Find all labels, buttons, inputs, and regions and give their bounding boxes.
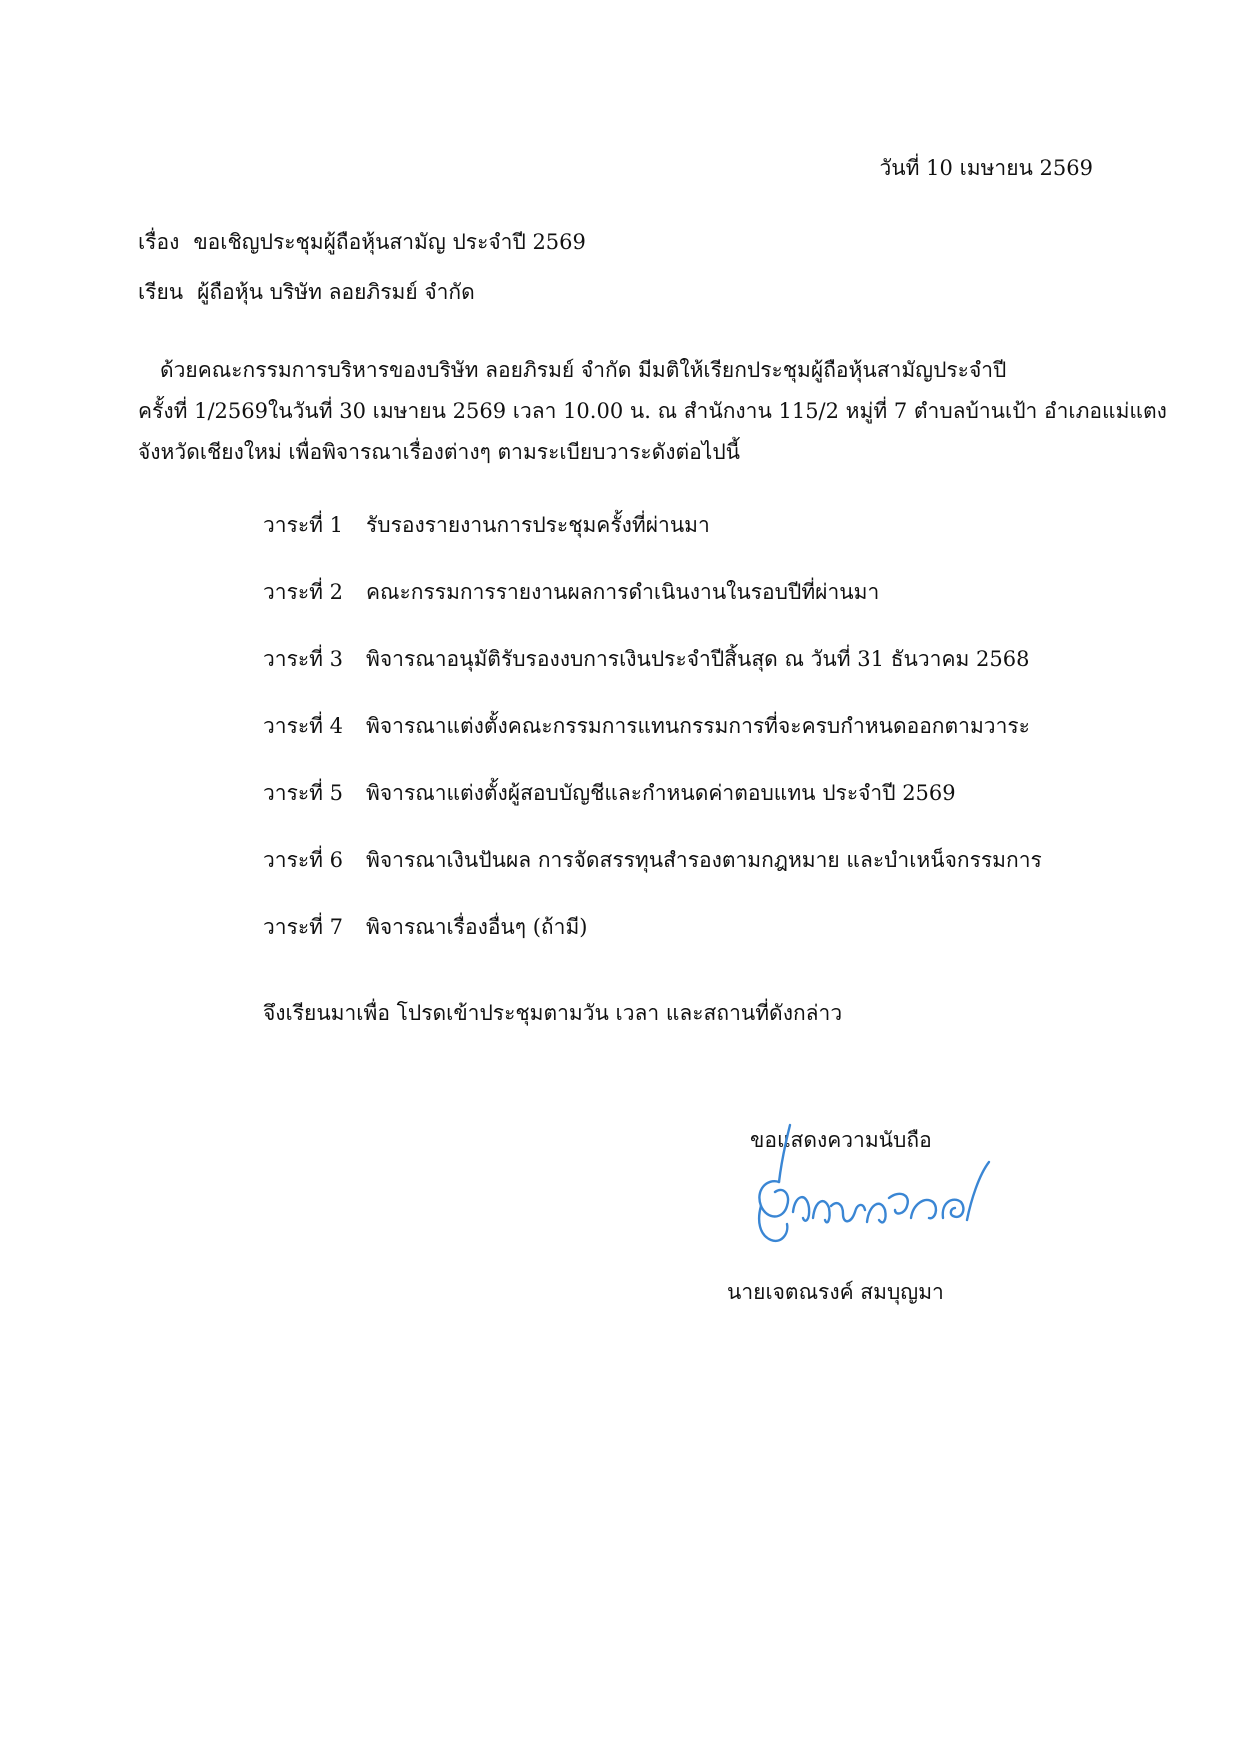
agenda-item <box>263 912 1042 979</box>
body-paragraph <box>138 350 1167 473</box>
agenda-number: วาระที่ 2 <box>263 580 344 604</box>
subject-label: เรื่อง <box>138 230 180 254</box>
subject-line <box>138 227 586 257</box>
agenda-number: วาระที่ 5 <box>263 781 344 805</box>
agenda-item <box>263 778 1042 845</box>
agenda-number: วาระที่ 1 <box>263 513 344 537</box>
agenda-item <box>263 711 1042 778</box>
letter-date: วันที่ 10 เมษายน 2569 <box>879 156 1093 180</box>
agenda-number: วาระที่ 3 <box>263 647 344 671</box>
agenda-text: พิจารณาอนุมัติรับรองงบการเงินประจำปีสิ้นสุด ณ วันที่ 31 ธันวาคม 2568 <box>366 647 1030 671</box>
body-line: จังหวัดเชียงใหม่ เพื่อพิจารณาเรื่องต่างๆ ตามระเบียบวาระดังต่อไปนี้ <box>138 440 741 464</box>
agenda-number: วาระที่ 6 <box>263 848 344 872</box>
recipient-label: เรียน <box>138 280 184 304</box>
agenda-text: รับรองรายงานการประชุมครั้งที่ผ่านมา <box>366 513 710 537</box>
body-line: ด้วยคณะกรรมการบริหารของบริษัท ลอยภิรมย์ จำกัด มีมติให้เรียกประชุมผู้ถือหุ้นสามัญประจำปี <box>160 358 1007 382</box>
recipient-text: ผู้ถือหุ้น บริษัท ลอยภิรมย์ จำกัด <box>197 280 475 304</box>
signer-name: นายเจตณรงค์ สมบุญมา <box>727 1280 944 1304</box>
subject-text: ขอเชิญประชุมผู้ถือหุ้นสามัญ ประจำปี 2569 <box>193 230 586 254</box>
agenda-item <box>263 644 1042 711</box>
agenda-list <box>263 510 1042 979</box>
agenda-item <box>263 577 1042 644</box>
closing-line: จึงเรียนมาเพื่อ โปรดเข้าประชุมตามวัน เวลา และสถานที่ดังกล่าว <box>263 1001 843 1025</box>
agenda-number: วาระที่ 7 <box>263 915 344 939</box>
recipient-line <box>138 277 475 307</box>
regards-line: ขอแสดงความนับถือ <box>750 1128 932 1152</box>
agenda-item <box>263 845 1042 912</box>
agenda-item <box>263 510 1042 577</box>
agenda-text: พิจารณาแต่งตั้งคณะกรรมการแทนกรรมการที่จะครบกำหนดออกตามวาระ <box>366 714 1030 738</box>
agenda-text: พิจารณาเรื่องอื่นๆ (ถ้ามี) <box>366 915 588 939</box>
handwritten-signature <box>735 1120 995 1260</box>
agenda-text: พิจารณาแต่งตั้งผู้สอบบัญชีและกำหนดค่าตอบแทน ประจำปี 2569 <box>366 781 956 805</box>
agenda-text: พิจารณาเงินปันผล การจัดสรรทุนสำรองตามกฎหมาย และบำเหน็จกรรมการ <box>366 848 1042 872</box>
body-line: ครั้งที่ 1/2569ในวันที่ 30 เมษายน 2569 เวลา 10.00 น. ณ สำนักงาน 115/2 หมู่ที่ 7 ตำบลบ้านเป้า อำเภอแม่แตง <box>138 399 1167 423</box>
agenda-number: วาระที่ 4 <box>263 714 344 738</box>
agenda-text: คณะกรรมการรายงานผลการดำเนินงานในรอบปีที่ผ่านมา <box>366 580 880 604</box>
